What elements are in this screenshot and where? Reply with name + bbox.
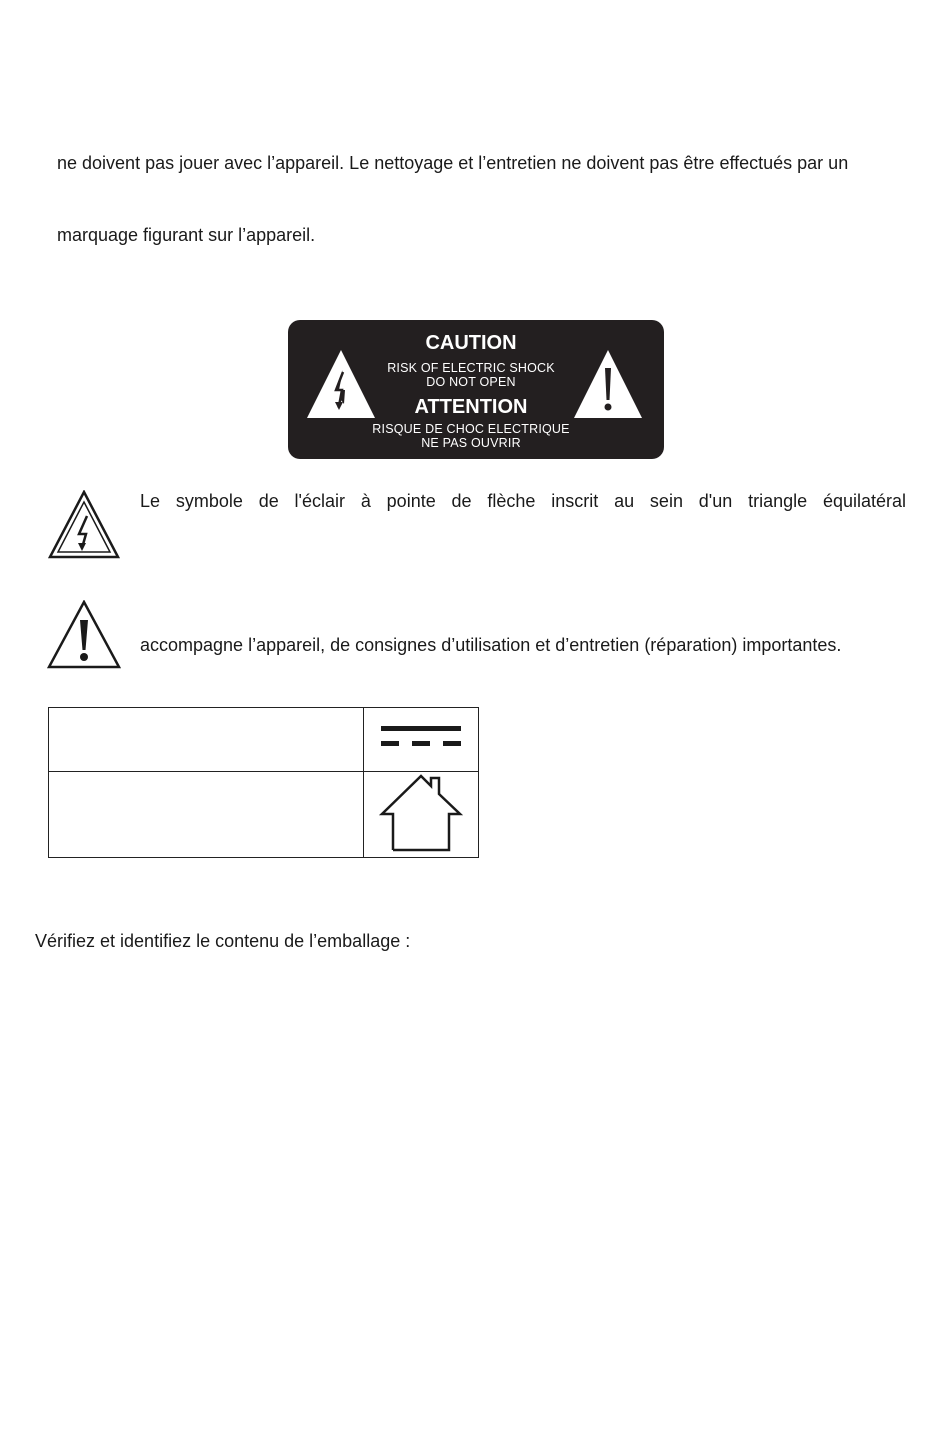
table-cell-label [49, 708, 364, 772]
lightning-triangle-icon [48, 490, 120, 560]
paragraph-line-2: marquage figurant sur l’appareil. [57, 225, 316, 245]
table-cell-label [49, 772, 364, 858]
table-row [49, 708, 479, 772]
package-contents-heading: Vérifiez et identifiez le contenu de l’emballage : [35, 931, 411, 951]
table-row [49, 772, 479, 858]
indoor-use-house-icon [379, 772, 463, 852]
direct-current-icon [379, 724, 463, 750]
paragraph-line-1: ne doivent pas jouer avec l’appareil. Le nettoyage et l’entretien ne doivent pas être effectués par un [57, 153, 849, 173]
caution-label [288, 320, 664, 459]
exclamation-symbol-description: accompagne l’appareil, de consignes d’utilisation et d’entretien (réparation) importantes. [140, 635, 842, 655]
lightning-symbol-description: Le symbole de l'éclair à pointe de flèche inscrit au sein d'un triangle équilatéral [140, 491, 906, 511]
attention-risque-text: RISQUE DE CHOC ELECTRIQUE [372, 422, 570, 436]
symbol-table [48, 707, 479, 858]
table-cell-icon [364, 708, 479, 772]
attention-title: ATTENTION [414, 396, 528, 418]
attention-ne-pas-ouvrir-text: NE PAS OUVRIR [421, 436, 521, 450]
caution-title: CAUTION [425, 332, 517, 354]
exclamation-triangle-icon [47, 600, 121, 670]
table-cell-icon [364, 772, 479, 858]
caution-risk-text: RISK OF ELECTRIC SHOCK [387, 361, 555, 375]
caution-do-not-open-text: DO NOT OPEN [426, 375, 516, 389]
